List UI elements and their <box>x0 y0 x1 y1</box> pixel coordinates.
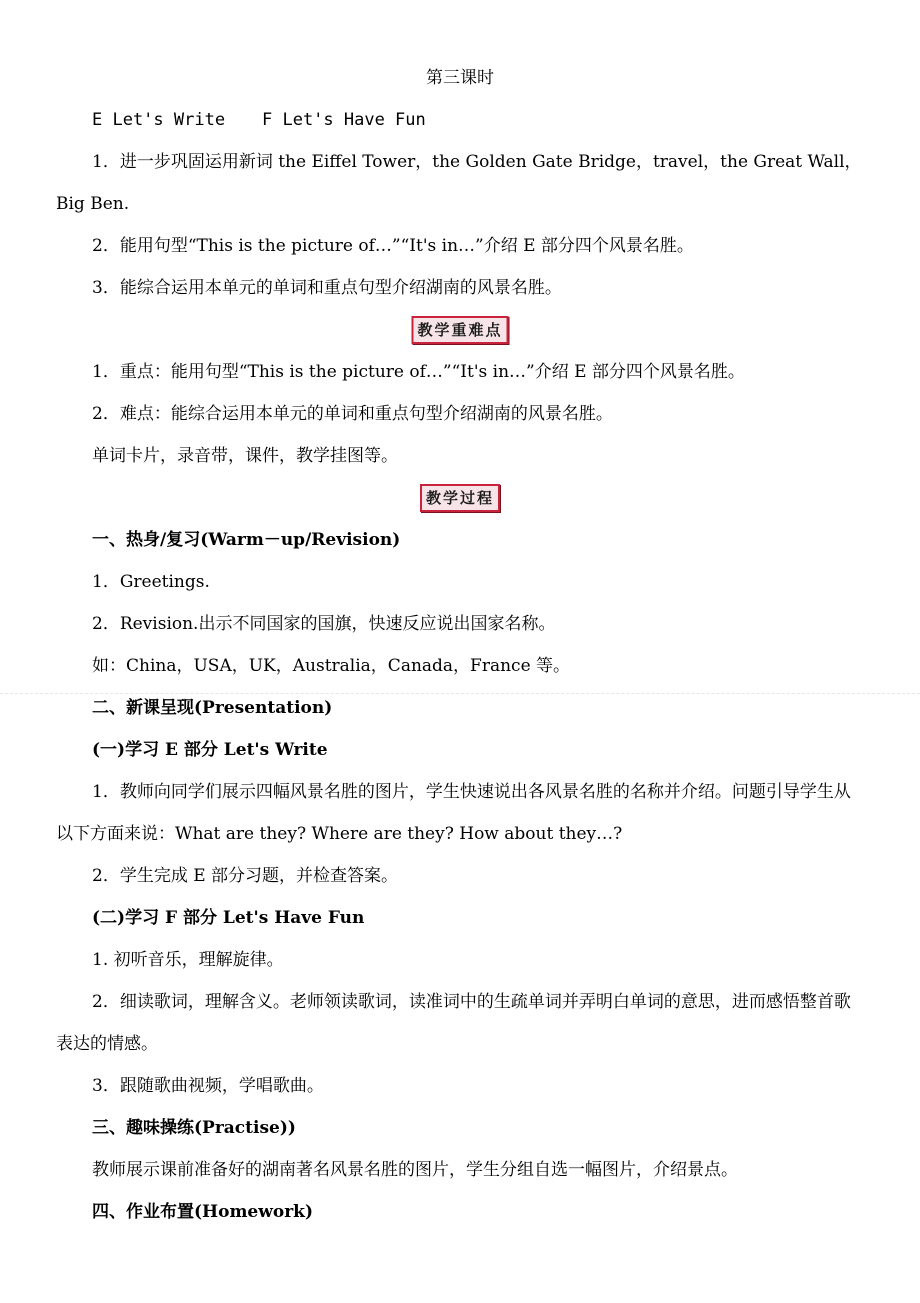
part-f-item-3: 3．跟随歌曲视频，学唱歌曲。 <box>92 1076 324 1096</box>
practise-text: 教师展示课前准备好的湖南著名风景名胜的图片，学生分组自选一幅图片，介绍景点。 <box>92 1160 738 1180</box>
warmup-item-2: 2．Revision.出示不同国家的国旗，快速反应说出国家名称。 <box>92 614 556 634</box>
part-e-item-2: 2．学生完成 E 部分习题，并检查答案。 <box>92 866 399 886</box>
badge-key-points: 教学重难点 <box>411 316 508 344</box>
part-f-item-2: 2．细读歌词，理解含义。老师领读歌词，读准词中的生疏单词并弄明白单词的意思，进而感悟整首歌表达的情感。 <box>56 992 851 1054</box>
badge-process: 教学过程 <box>420 484 500 512</box>
lesson-title: 第三课时 <box>426 68 494 88</box>
page-divider <box>0 693 920 694</box>
homework-heading: 四、作业布置(Homework) <box>92 1202 313 1222</box>
objective-3: 3．能综合运用本单元的单词和重点句型介绍湖南的风景名胜。 <box>92 278 562 298</box>
materials-text: 单词卡片，录音带，课件，教学挂图等。 <box>92 446 398 466</box>
warmup-item-1: 1．Greetings. <box>92 572 210 592</box>
objective-1: 1．进一步巩固运用新词 the Eiffel Tower，the Golden Gate Bridge，travel，the Great Wall，Big Ben. <box>56 152 862 214</box>
warmup-item-3: 如：China，USA，UK，Australia，Canada，France 等。 <box>92 656 571 676</box>
part-f-heading: (二)学习 F 部分 Let's Have Fun <box>92 908 365 928</box>
warmup-heading: 一、热身/复习(Warm－up/Revision) <box>92 530 401 550</box>
subtitle-part-e: E Let's Write <box>92 110 226 130</box>
presentation-heading: 二、新课呈现(Presentation) <box>92 698 333 718</box>
practise-heading: 三、趣味操练(Practise)) <box>92 1118 296 1138</box>
subtitle-part-f: F Let's Have Fun <box>262 110 426 130</box>
part-f-item-1: 1. 初听音乐，理解旋律。 <box>92 950 284 970</box>
part-e-item-1: 1．教师向同学们展示四幅风景名胜的图片，学生快速说出各风景名胜的名称并介绍。问题引导学生从以下方面来说：What are they? Where are they? How about they…? <box>56 782 851 844</box>
key-point-2: 2．难点：能综合运用本单元的单词和重点句型介绍湖南的风景名胜。 <box>92 404 613 424</box>
part-e-heading: (一)学习 E 部分 Let's Write <box>92 740 328 760</box>
objective-2: 2．能用句型“This is the picture of…”“It's in…”介绍 E 部分四个风景名胜。 <box>92 236 694 256</box>
key-point-1: 1．重点：能用句型“This is the picture of…”“It's in…”介绍 E 部分四个风景名胜。 <box>92 362 745 382</box>
